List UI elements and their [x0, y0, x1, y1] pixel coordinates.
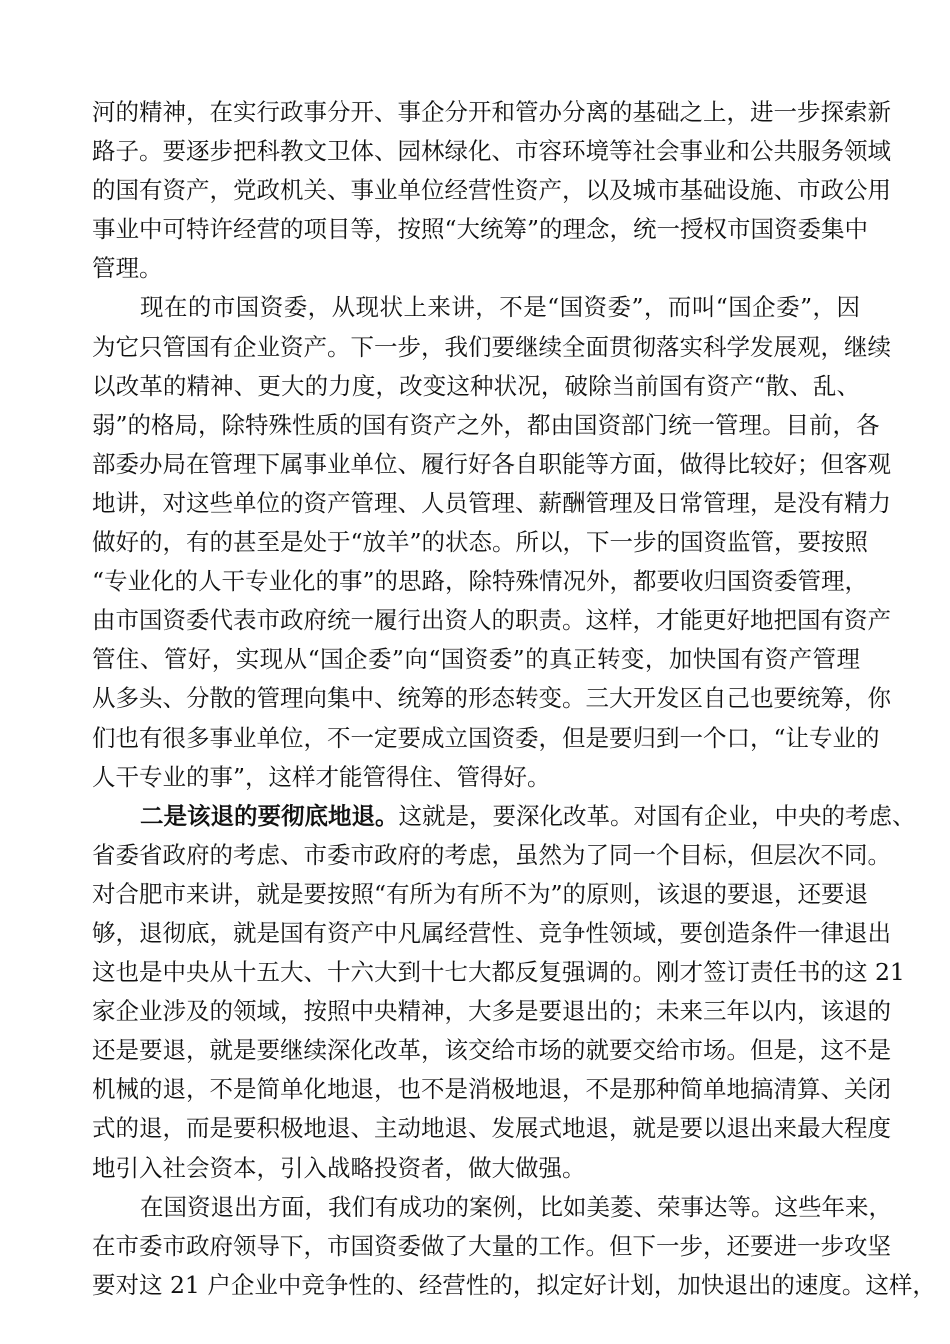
text-run: 这就是，要深化改革。对国有企业，中央的考虑、	[398, 801, 916, 830]
text-line: 管理。	[92, 254, 163, 283]
text-line: 要对这 21 户企业中竞争性的、经营性的，拟定好计划，加快退出的速度。这样，	[92, 1270, 936, 1299]
text-line: 地引入社会资本，引入战略投资者，做大做强。	[92, 1153, 586, 1182]
text-line: 在国资退出方面，我们有成功的案例，比如美菱、荣事达等。这些年来，	[140, 1192, 892, 1221]
text-line: 现在的市国资委，从现状上来讲，不是“国资委”，而叫“国企委”，因	[140, 293, 860, 322]
text-line: 管住、管好，实现从“国企委”向“国资委”的真正转变，加快国有资产管理	[92, 645, 860, 674]
text-line: 省委省政府的考虑、市委市政府的考虑，虽然为了同一个目标，但层次不同。	[92, 840, 891, 869]
text-line: 弱”的格局，除特殊性质的国有资产之外，都由国资部门统一管理。目前，各	[92, 410, 880, 439]
paragraph-2	[92, 288, 891, 796]
text-line: 地讲，对这些单位的资产管理、人员管理、薪酬管理及日常管理，是没有精力	[92, 488, 891, 517]
text-line: 这也是中央从十五大、十六大到十七大都反复强调的。刚才签订责任书的这 21	[92, 958, 905, 987]
text-line: 够，退彻底，就是国有资产中凡属经营性、竞争性领域，要创造条件一律退出	[92, 918, 891, 947]
text-line: 在市委市政府领导下，市国资委做了大量的工作。但下一步，还要进一步攻坚	[92, 1231, 891, 1260]
text-line: 路子。要逐步把科教文卫体、园林绿化、市容环境等社会事业和公共服务领域	[92, 137, 891, 166]
text-line: 们也有很多事业单位，不一定要成立国资委，但是要归到一个口，“让专业的	[92, 723, 880, 752]
text-line: 做好的，有的甚至是处于“放羊”的状态。所以，下一步的国资监管，要按照	[92, 528, 869, 557]
text-line: 为它只管国有企业资产。下一步，我们要继续全面贯彻落实科学发展观，继续	[92, 332, 891, 361]
text-line: 部委办局在管理下属事业单位、履行好各自职能等方面，做得比较好；但客观	[92, 449, 891, 478]
section-heading: 二是该退的要彻底地退。	[140, 801, 399, 830]
paragraph-4	[92, 1188, 936, 1305]
text-line: “专业化的人干专业化的事”的思路，除特殊情况外，都要收归国资委管理，	[92, 567, 869, 596]
text-line: 机械的退，不是简单化地退，也不是消极地退，不是那种简单地搞清算、关闭	[92, 1075, 891, 1104]
text-line: 以改革的精神、更大的力度，改变这种状况，破除当前国有资产“散、乱、	[92, 371, 860, 400]
text-line: 河的精神，在实行政事分开、事企分开和管办分离的基础之上，进一步探索新	[92, 98, 891, 126]
text-line: 人干专业的事”，这样才能管得住、管得好。	[92, 762, 551, 791]
text-line: 还是要退，就是要继续深化改革，该交给市场的就要交给市场。但是，这不是	[92, 1036, 891, 1065]
text-line: 的国有资产，党政机关、事业单位经营性资产，以及城市基础设施、市政公用	[92, 176, 891, 205]
text-line: 式的退，而是要积极地退、主动地退、发展式地退，就是要以退出来最大程度	[92, 1114, 891, 1143]
paragraph-3	[92, 797, 916, 1188]
text-line	[92, 797, 916, 836]
document-page	[92, 93, 936, 1305]
paragraph-1	[92, 93, 891, 288]
text-line: 事业中可特许经营的项目等，按照“大统筹”的理念，统一授权市国资委集中	[92, 215, 869, 244]
text-line: 从多头、分散的管理向集中、统筹的形态转变。三大开发区自己也要统筹，你	[92, 684, 891, 713]
text-line: 对合肥市来讲，就是要按照“有所为有所不为”的原则，该退的要退，还要退	[92, 879, 869, 908]
text-line: 家企业涉及的领域，按照中央精神，大多是要退出的；未来三年以内，该退的	[92, 997, 891, 1026]
text-line: 由市国资委代表市政府统一履行出资人的职责。这样，才能更好地把国有资产	[92, 606, 891, 635]
